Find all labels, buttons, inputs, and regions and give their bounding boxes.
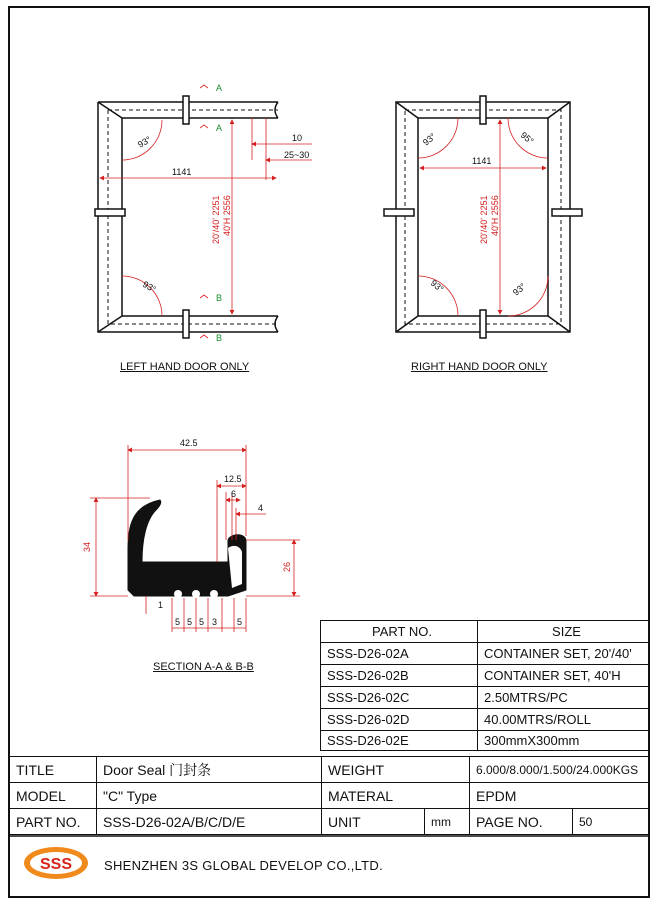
dim-10: 10 [292,133,303,143]
profile-12-5-label: 12.5 [224,474,242,484]
left-width-label: 1141 [172,167,192,177]
seal-profile [128,500,246,598]
unit-label: UNIT [322,809,425,835]
left-height-label-1: 20'/40' 2251 [211,195,221,244]
material-label: MATERAL [322,783,470,809]
right-height-label-1: 20'/40' 2251 [479,195,489,244]
left-angle-top: 93° [136,134,153,150]
profile-width-label: 42.5 [180,438,198,448]
part-cell: SSS-D26-02E [321,731,478,751]
size-cell: 2.50MTRS/PC [478,687,650,709]
parts-table-header [321,621,650,643]
size-cell: CONTAINER SET, 20'/40' [478,643,650,665]
header-part-no: PART NO. [321,621,478,643]
weight-value: 6.000/8.000/1.500/24.000KGS [470,757,650,783]
profile-6-label: 6 [231,489,237,499]
part-cell: SSS-D26-02C [321,687,478,709]
right-angle-bottom-right: 93° [510,281,528,298]
unit-value: mm [425,809,470,835]
left-door-dimensions [100,85,312,338]
company-logo [22,844,90,882]
right-angle-bottom-left: 93° [428,277,446,295]
part-cell: SSS-D26-02B [321,665,478,687]
size-cell: 300mmX300mm [478,731,650,751]
section-mark-a-bottom: A [216,123,223,133]
profile-dimensions [90,445,300,632]
company-name: SHENZHEN 3S GLOBAL DEVELOP CO.,LTD. [104,858,384,873]
part-cell: SSS-D26-02D [321,709,478,731]
table-row [321,687,650,709]
profile-seg-5: 5 [237,617,243,627]
table-row [321,731,650,751]
left-view-title: LEFT HAND DOOR ONLY [120,361,250,373]
part-cell: SSS-D26-02A [321,643,478,665]
section-title: SECTION A-A & B-B [153,661,254,673]
profile-seg-4: 3 [212,617,218,627]
section-mark-b-bottom: B [216,333,223,343]
right-angle-top-left: 93° [420,131,438,148]
partno-label: PART NO. [10,809,97,835]
left-height-label-2: 40'H 2556 [222,195,232,236]
left-door-view [95,96,278,338]
profile-seg-2: 5 [187,617,193,627]
right-angle-top-right: 95° [518,129,536,147]
profile-4-label: 4 [258,503,264,513]
profile-26-label: 26 [282,561,292,572]
model-label: MODEL [10,783,97,809]
profile-34-label: 34 [82,541,92,552]
size-cell: CONTAINER SET, 40'H [478,665,650,687]
table-row [321,709,650,731]
profile-1-label: 1 [158,600,164,610]
title-block [9,756,650,835]
table-row [321,643,650,665]
header-size: SIZE [478,621,650,643]
profile-seg-3: 5 [199,617,205,627]
left-angle-bottom: 93° [141,279,158,295]
right-height-label-2: 40'H 2556 [490,195,500,236]
logo-text: SSS [39,856,73,873]
section-mark-a-top: A [216,83,223,93]
size-cell: 40.00MTRS/ROLL [478,709,650,731]
weight-label: WEIGHT [322,757,470,783]
parts-table [320,620,650,751]
partno-value: SSS-D26-02A/B/C/D/E [97,809,322,835]
page-label: PAGE NO. [470,809,573,835]
title-value: Door Seal 门封条 [97,757,322,783]
right-width-label: 1141 [472,156,492,166]
section-mark-b-top: B [216,293,223,303]
profile-seg-1: 5 [175,617,181,627]
title-label: TITLE [10,757,97,783]
table-row [321,665,650,687]
material-value: EPDM [470,783,650,809]
model-value: "C" Type [97,783,322,809]
page-value: 50 [573,809,650,835]
right-view-title: RIGHT HAND DOOR ONLY [411,361,548,373]
dim-25-30: 25~30 [284,150,310,160]
